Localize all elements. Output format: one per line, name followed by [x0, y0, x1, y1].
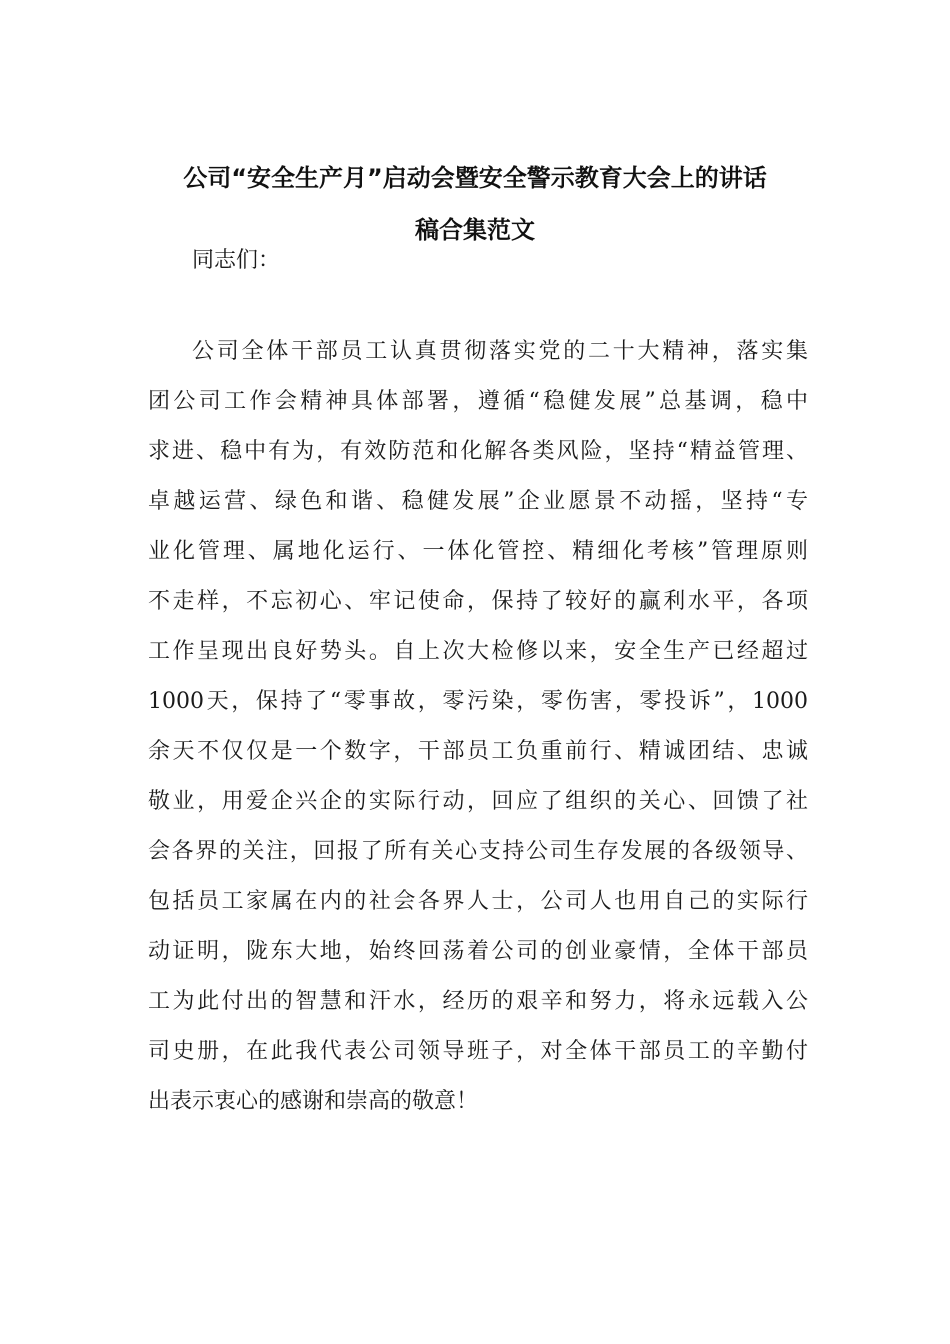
- body-line-14: 工为此付出的智慧和汗水，经历的艰辛和努力，将永远载入公: [148, 989, 808, 1014]
- body-line-4: 卓越运营、绿色和谐、稳健发展”企业愿景不动摇，坚持“专: [148, 489, 808, 514]
- body-line-7: 工作呈现出良好势头。自上次大检修以来，安全生产已经超过: [148, 639, 808, 664]
- document-title-line-1: 公司“安全生产月”启动会暨安全警示教育大会上的讲话: [183, 164, 767, 192]
- body-line-15: 司史册，在此我代表公司领导班子，对全体干部员工的辛勤付: [148, 1039, 808, 1064]
- body-line-13: 动证明，陇东大地，始终回荡着公司的创业豪情，全体干部员: [148, 939, 808, 964]
- document-title-line-2: 稿合集范文: [415, 216, 535, 244]
- body-line-9: 余天不仅仅是一个数字，干部员工负重前行、精诚团结、忠诚: [148, 739, 808, 764]
- body-line-12: 包括员工家属在内的社会各界人士，公司人也用自己的实际行: [148, 889, 808, 914]
- body-line-1: 公司全体干部员工认真贯彻落实党的二十大精神，落实集: [192, 339, 808, 364]
- body-line-11: 会各界的关注，回报了所有关心支持公司生存发展的各级领导、: [148, 839, 808, 864]
- body-line-16: 出表示衷心的感谢和崇高的敬意！: [148, 1089, 479, 1114]
- salutation: 同志们：: [192, 248, 281, 273]
- body-line-3: 求进、稳中有为，有效防范和化解各类风险，坚持“精益管理、: [148, 439, 808, 464]
- body-line-2: 团公司工作会精神具体部署，遵循“稳健发展”总基调，稳中: [148, 389, 808, 414]
- body-line-8: 1000天，保持了“零事故，零污染，零伤害，零投诉”，1000: [148, 689, 808, 714]
- body-line-6: 不走样，不忘初心、牢记使命，保持了较好的赢利水平，各项: [148, 589, 808, 614]
- body-line-5: 业化管理、属地化运行、一体化管控、精细化考核”管理原则: [148, 539, 808, 564]
- body-line-10: 敬业，用爱企兴企的实际行动，回应了组织的关心、回馈了社: [148, 789, 808, 814]
